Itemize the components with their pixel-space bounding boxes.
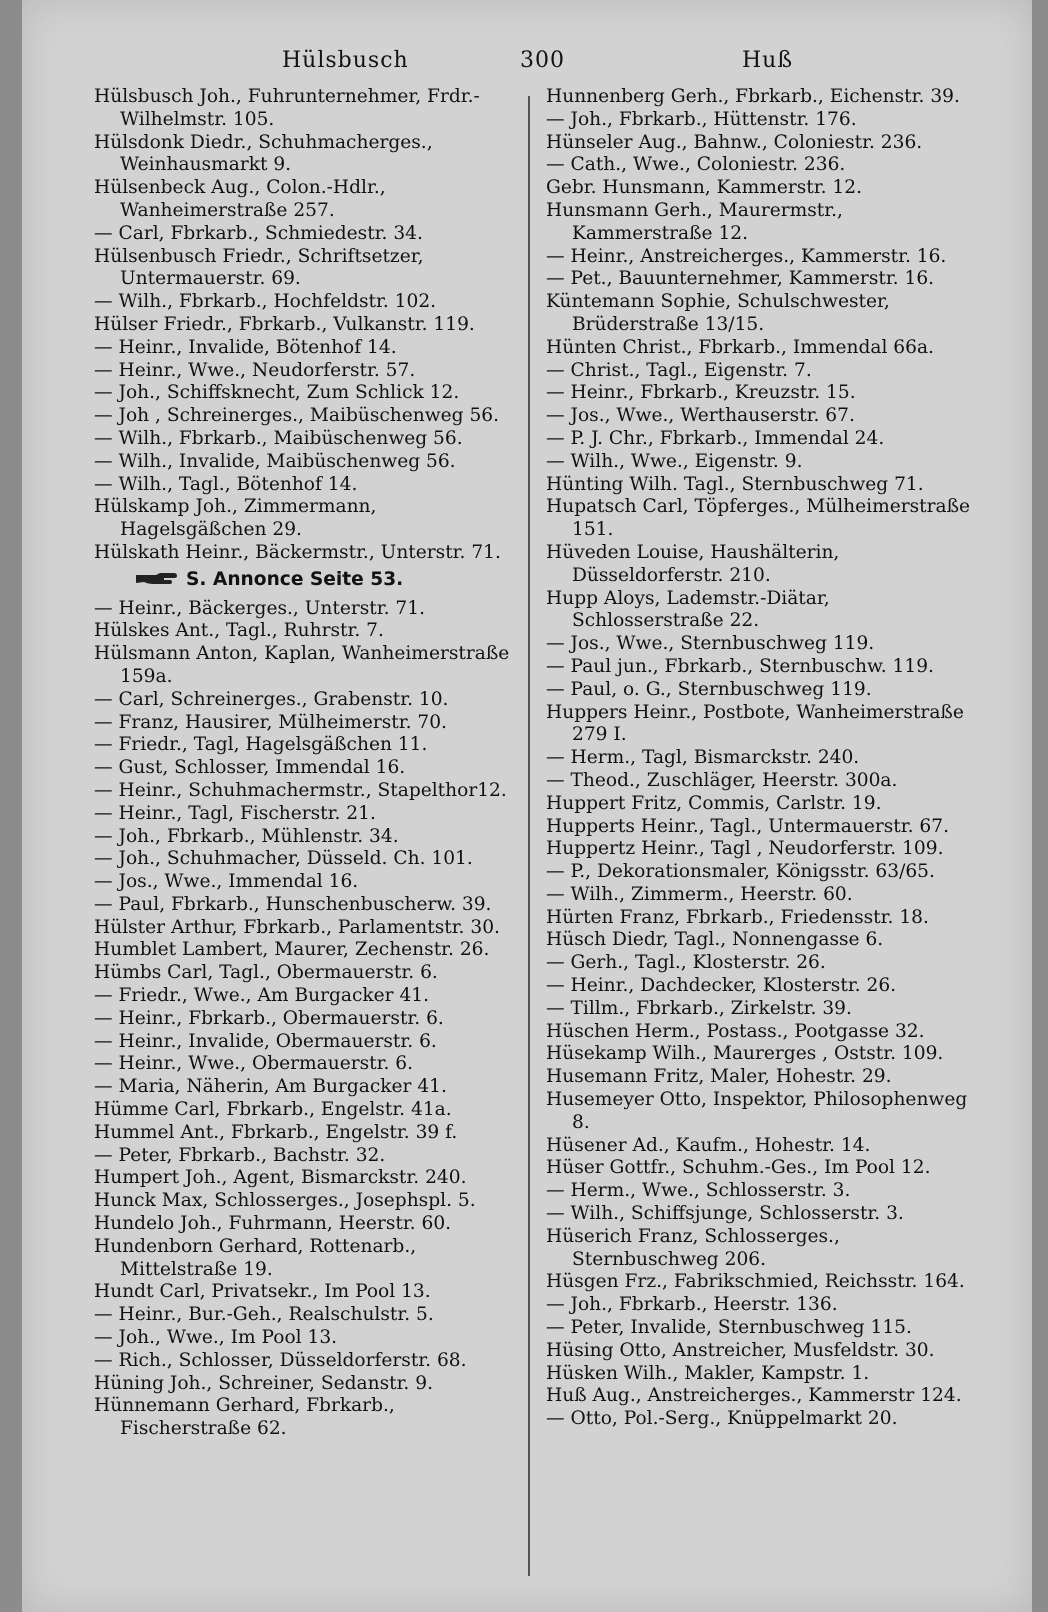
header-right-keyword: Huß — [742, 48, 794, 73]
directory-entry: — Joh., Schiffsknecht, Zum Schlick 12. — [94, 382, 526, 405]
directory-entry: — Pet., Bauunternehmer, Kammerstr. 16. — [546, 268, 978, 291]
directory-entry: Hüser Gottfr., Schuhm.-Ges., Im Pool 12. — [546, 1157, 931, 1179]
directory-entry: Humpert Joh., Agent, Bismarckstr. 240. — [94, 1167, 467, 1189]
directory-entry: — Friedr., Tagl, Hagelsgäßchen 11. — [94, 734, 526, 757]
directory-entry: — Theod., Zuschläger, Heerstr. 300a. — [546, 770, 978, 793]
directory-entry: Hüsgen Frz., Fabrikschmied, Reichsstr. 164. — [546, 1271, 965, 1293]
directory-entry: — Heinr., Invalide, Bötenhof 14. — [94, 337, 526, 360]
directory-entry: Hülsbusch Joh., Fuhrunternehmer, Frdr.-Wilhelmstr. 105. — [94, 86, 480, 130]
directory-entry: Hümbs Carl, Tagl., Obermauerstr. 6. — [94, 962, 438, 984]
directory-entry: — Joh., Fbrkarb., Hüttenstr. 176. — [546, 109, 978, 132]
directory-entry: — Franz, Hausirer, Mülheimerstr. 70. — [94, 712, 526, 735]
directory-entry: Hüschen Herm., Postass., Pootgasse 32. — [546, 1020, 925, 1042]
column-divider — [528, 96, 530, 1576]
pointing-hand-icon — [134, 572, 178, 586]
directory-entry: — Peter, Fbrkarb., Bachstr. 32. — [94, 1145, 526, 1168]
header-left-keyword: Hülsbusch — [282, 48, 409, 73]
directory-entry: — Herm., Wwe., Schlosserstr. 3. — [546, 1180, 978, 1203]
directory-entry: — Maria, Näherin, Am Burgacker 41. — [94, 1076, 526, 1099]
directory-entry: Hülskes Ant., Tagl., Ruhrstr. 7. — [94, 620, 384, 642]
directory-entry: — Jos., Wwe., Sternbuschweg 119. — [546, 633, 978, 656]
directory-entry: Hundt Carl, Privatsekr., Im Pool 13. — [94, 1281, 431, 1303]
directory-entry: Hunnenberg Gerh., Fbrkarb., Eichenstr. 39. — [546, 86, 960, 107]
directory-entry: — Heinr., Schuhmachermstr., Stapelthor12. — [94, 780, 526, 803]
directory-entry: Husemeyer Otto, Inspektor, Philosophenweg 8. — [546, 1089, 968, 1133]
directory-entry: Hunsmann Gerh., Maurermstr., Kammerstraße 12. — [546, 199, 843, 244]
directory-entry: Küntemann Sophie, Schulschwester, Brüderstraße 13/15. — [546, 291, 890, 335]
directory-entry: — Otto, Pol.-Serg., Knüppelmarkt 20. — [546, 1408, 978, 1431]
directory-entry: Gebr. Hunsmann, Kammerstr. 12. — [546, 177, 863, 199]
directory-entry: Hünseler Aug., Bahnw., Coloniestr. 236. — [546, 131, 923, 153]
directory-entry: — Wilh., Invalide, Maibüschenweg 56. — [94, 451, 526, 474]
directory-entry: — P., Dekorationsmaler, Königsstr. 63/65. — [546, 861, 978, 884]
directory-entry: — Heinr., Fbrkarb., Kreuzstr. 15. — [546, 382, 978, 405]
directory-entry: — Tillm., Fbrkarb., Zirkelstr. 39. — [546, 998, 978, 1021]
directory-entry: — Wilh., Tagl., Bötenhof 14. — [94, 474, 526, 497]
directory-entry: — Paul, o. G., Sternbuschweg 119. — [546, 679, 978, 702]
directory-entry: — Wilh., Zimmerm., Heerstr. 60. — [546, 884, 978, 907]
page — [22, 0, 1032, 1612]
directory-entry: — Heinr., Invalide, Obermauerstr. 6. — [94, 1031, 526, 1054]
directory-entry: Hülsmann Anton, Kaplan, Wanheimerstraße 159a. — [94, 643, 510, 687]
directory-entry: Hünten Christ., Fbrkarb., Immendal 66a. — [546, 336, 934, 358]
directory-entry: Hürten Franz, Fbrkarb., Friedensstr. 18. — [546, 906, 929, 928]
directory-entry: Huppert Fritz, Commis, Carlstr. 19. — [546, 792, 882, 814]
directory-entry: Hülskath Heinr., Bäckermstr., Unterstr. 71. — [94, 541, 501, 563]
directory-entry: Hülsenbusch Friedr., Schriftsetzer, Untermauerstr. 69. — [94, 245, 424, 290]
directory-entry: — Heinr., Tagl, Fischerstr. 21. — [94, 803, 526, 826]
directory-entry: Hummel Ant., Fbrkarb., Engelstr. 39 f. — [94, 1121, 458, 1143]
directory-entry: Humblet Lambert, Maurer, Zechenstr. 26. — [94, 939, 490, 961]
directory-entry: Hülskamp Joh., Zimmermann, Hagelsgäßchen 29. — [94, 496, 377, 541]
directory-entry: — Carl, Fbrkarb., Schmiedestr. 34. — [94, 223, 526, 246]
directory-entry: Hülster Arthur, Fbrkarb., Parlamentstr. 30. — [94, 916, 500, 938]
directory-entry: — Jos., Wwe., Immendal 16. — [94, 871, 526, 894]
directory-entry: — Carl, Schreinerges., Grabenstr. 10. — [94, 689, 526, 712]
directory-entry: Hüsener Ad., Kaufm., Hohestr. 14. — [546, 1134, 871, 1156]
directory-entry: — Cath., Wwe., Coloniestr. 236. — [546, 154, 978, 177]
directory-entry: — Herm., Tagl, Bismarckstr. 240. — [546, 747, 978, 770]
directory-entry: — P. J. Chr., Fbrkarb., Immendal 24. — [546, 428, 978, 451]
directory-entry: Hünnemann Gerhard, Fbrkarb., Fischerstraße 62. — [94, 1395, 395, 1440]
directory-entry: — Joh., Fbrkarb., Mühlenstr. 34. — [94, 826, 526, 849]
directory-entry: — Joh., Schuhmacher, Düsseld. Ch. 101. — [94, 848, 526, 871]
directory-entry: Hundelo Joh., Fuhrmann, Heerstr. 60. — [94, 1213, 452, 1235]
directory-entry: Hüning Joh., Schreiner, Sedanstr. 9. — [94, 1372, 433, 1394]
directory-entry: — Peter, Invalide, Sternbuschweg 115. — [546, 1317, 978, 1340]
directory-entry: — Joh , Schreinerges., Maibüschenweg 56. — [94, 405, 526, 428]
directory-entry: Hülser Friedr., Fbrkarb., Vulkanstr. 119. — [94, 313, 475, 335]
directory-entry: — Heinr., Bur.-Geh., Realschulstr. 5. — [94, 1304, 526, 1327]
directory-entry: — Wilh., Wwe., Eigenstr. 9. — [546, 451, 978, 474]
directory-entry: Huß Aug., Anstreicherges., Kammerstr 124. — [546, 1385, 962, 1407]
directory-entry: Hupp Aloys, Lademstr.-Diätar, Schlosserstraße 22. — [546, 587, 830, 632]
directory-entry: — Joh., Fbrkarb., Heerstr. 136. — [546, 1294, 978, 1317]
directory-entry: — Wilh., Fbrkarb., Maibüschenweg 56. — [94, 428, 526, 451]
directory-entry: — Paul, Fbrkarb., Hunschenbuscherw. 39. — [94, 894, 526, 917]
left-column — [94, 86, 526, 1441]
directory-entry: Hüveden Louise, Haushälterin, Düsseldorferstr. 210. — [546, 541, 840, 586]
directory-entry: — Heinr., Wwe., Obermauerstr. 6. — [94, 1053, 526, 1076]
directory-entry: — Gerh., Tagl., Klosterstr. 26. — [546, 952, 978, 975]
directory-entry: Hülsdonk Diedr., Schuhmacherges., Weinhausmarkt 9. — [94, 131, 433, 176]
directory-entry: — Wilh., Fbrkarb., Hochfeldstr. 102. — [94, 291, 526, 314]
directory-entry: Hupperts Heinr., Tagl., Untermauerstr. 67. — [546, 815, 949, 837]
directory-entry: — Paul jun., Fbrkarb., Sternbuschw. 119. — [546, 656, 978, 679]
annonce-reference: S. Annonce Seite 53. — [94, 569, 526, 592]
directory-entry: Husemann Fritz, Maler, Hohestr. 29. — [546, 1066, 892, 1088]
directory-entry: — Gust, Schlosser, Immendal 16. — [94, 757, 526, 780]
directory-entry: Huppertz Heinr., Tagl , Neudorferstr. 109. — [546, 838, 944, 860]
directory-entry: — Heinr., Anstreicherges., Kammerstr. 16. — [546, 246, 978, 269]
directory-entry: Hünting Wilh. Tagl., Sternbuschweg 71. — [546, 473, 924, 495]
right-column — [546, 86, 978, 1431]
directory-entry: Hümme Carl, Fbrkarb., Engelstr. 41a. — [94, 1099, 452, 1121]
directory-entry: Hundenborn Gerhard, Rottenarb., Mittelstraße 19. — [94, 1235, 417, 1280]
directory-entry: — Wilh., Schiffsjunge, Schlosserstr. 3. — [546, 1203, 978, 1226]
directory-entry: Hüsing Otto, Anstreicher, Musfeldstr. 30. — [546, 1339, 935, 1361]
directory-entry: Hunck Max, Schlosserges., Josephspl. 5. — [94, 1190, 476, 1212]
directory-entry: Hupatsch Carl, Töpferges., Mülheimerstraße 151. — [546, 496, 971, 541]
directory-entry: Hüsch Diedr, Tagl., Nonnengasse 6. — [546, 929, 884, 951]
directory-entry: — Heinr., Dachdecker, Klosterstr. 26. — [546, 975, 978, 998]
directory-entry: — Heinr., Wwe., Neudorferstr. 57. — [94, 360, 526, 383]
directory-entry: Hüserich Franz, Schlosserges., Sternbuschweg 206. — [546, 1225, 840, 1270]
running-header — [22, 48, 1032, 82]
page-number: 300 — [520, 48, 565, 73]
directory-entry: Huppers Heinr., Postbote, Wanheimerstraße 279 I. — [546, 701, 964, 746]
directory-entry: — Christ., Tagl., Eigenstr. 7. — [546, 360, 978, 383]
directory-entry: Hüsken Wilh., Makler, Kampstr. 1. — [546, 1362, 870, 1384]
directory-entry: — Friedr., Wwe., Am Burgacker 41. — [94, 985, 526, 1008]
directory-entry: — Rich., Schlosser, Düsseldorferstr. 68. — [94, 1350, 526, 1373]
directory-entry: Hüsekamp Wilh., Maurerges , Oststr. 109. — [546, 1043, 944, 1065]
directory-entry: — Jos., Wwe., Werthauserstr. 67. — [546, 405, 978, 428]
directory-entry: Hülsenbeck Aug., Colon.-Hdlr., Wanheimerstraße 257. — [94, 177, 386, 221]
directory-entry: — Heinr., Bäckerges., Unterstr. 71. — [94, 598, 526, 621]
directory-entry: — Joh., Wwe., Im Pool 13. — [94, 1327, 526, 1350]
directory-entry: — Heinr., Fbrkarb., Obermauerstr. 6. — [94, 1008, 526, 1031]
